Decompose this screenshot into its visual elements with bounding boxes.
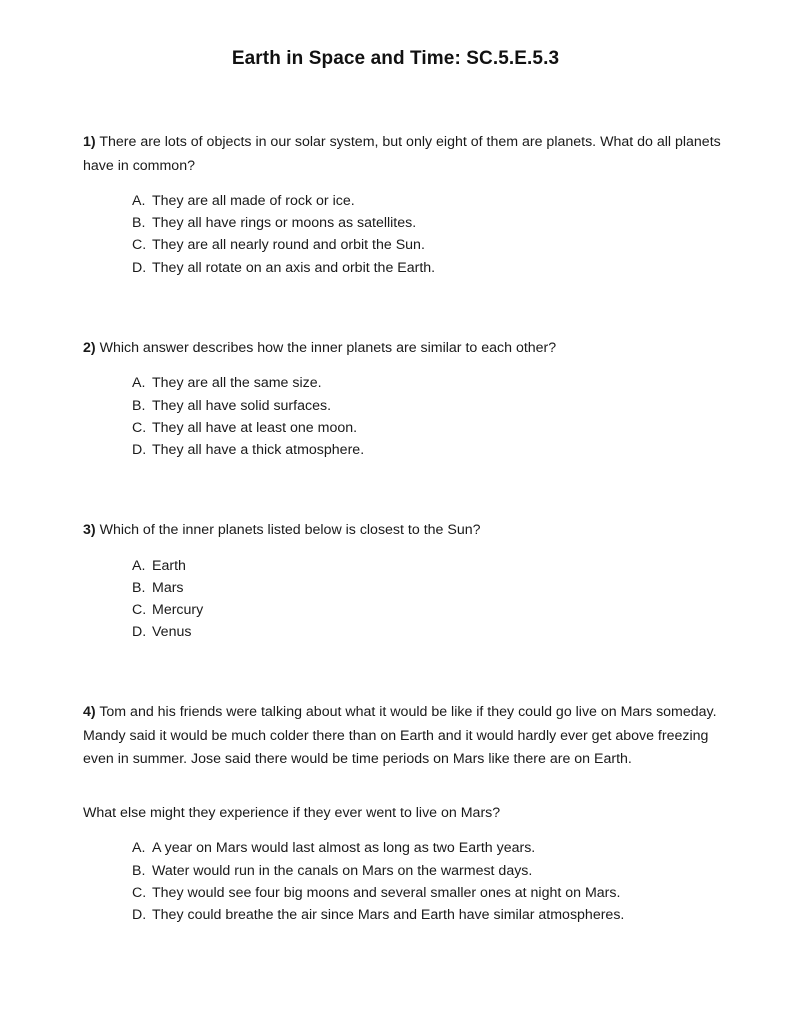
answer-option[interactable] bbox=[83, 577, 731, 599]
answer-option[interactable] bbox=[83, 837, 731, 859]
page-title: Earth in Space and Time: SC.5.E.5.3 bbox=[231, 48, 560, 69]
answer-options bbox=[83, 190, 731, 279]
answer-option[interactable] bbox=[83, 395, 731, 417]
answer-option[interactable] bbox=[83, 599, 731, 621]
option-letter: C. bbox=[132, 237, 147, 254]
option-text: A year on Mars would last almost as long as two Earth years. bbox=[152, 840, 536, 857]
question-stem bbox=[83, 701, 731, 772]
option-letter: B. bbox=[132, 579, 146, 596]
answer-option[interactable] bbox=[83, 234, 731, 256]
question-stem bbox=[83, 337, 731, 361]
questions-container bbox=[83, 131, 731, 960]
question-item bbox=[83, 131, 731, 279]
option-text: They are all the same size. bbox=[152, 375, 322, 392]
option-text: Earth bbox=[152, 557, 186, 574]
answer-options bbox=[83, 555, 731, 644]
option-letter: A. bbox=[132, 840, 146, 857]
option-letter: B. bbox=[132, 862, 146, 879]
option-letter: C. bbox=[132, 602, 147, 619]
option-text: Venus bbox=[152, 624, 192, 641]
option-letter: A. bbox=[132, 375, 146, 392]
option-text: They are all nearly round and orbit the Sun. bbox=[152, 237, 425, 254]
option-text: Mercury bbox=[152, 602, 204, 619]
option-letter: D. bbox=[132, 907, 147, 924]
answer-option[interactable] bbox=[83, 621, 731, 643]
answer-option[interactable] bbox=[83, 860, 731, 882]
question-item bbox=[83, 337, 731, 461]
option-letter: D. bbox=[132, 259, 147, 276]
option-letter: A. bbox=[132, 193, 146, 209]
option-letter: A. bbox=[132, 557, 146, 574]
answer-option[interactable] bbox=[83, 372, 731, 394]
question-text: There are lots of objects in our solar system, but only eight of them are planets. What do all planets have in common? bbox=[83, 134, 721, 174]
answer-option[interactable] bbox=[83, 555, 731, 577]
answer-option[interactable] bbox=[83, 212, 731, 234]
option-text: They could breathe the air since Mars and Earth have similar atmospheres. bbox=[152, 907, 625, 924]
spacer bbox=[83, 677, 731, 701]
answer-option[interactable] bbox=[83, 190, 731, 212]
question-text: Which of the inner planets listed below is closest to the Sun? bbox=[99, 522, 481, 539]
answer-option[interactable] bbox=[83, 882, 731, 904]
answer-option[interactable] bbox=[83, 439, 731, 461]
question-followup: What else might they experience if they ever went to live on Mars? bbox=[83, 804, 501, 821]
option-text: Water would run in the canals on Mars on the warmest days. bbox=[152, 862, 533, 879]
option-letter: D. bbox=[132, 441, 147, 458]
question-stem bbox=[83, 519, 731, 543]
option-letter: D. bbox=[132, 624, 147, 641]
question-item bbox=[83, 519, 731, 643]
option-text: They are all made of rock or ice. bbox=[152, 193, 355, 209]
option-text: They all have a thick atmosphere. bbox=[152, 441, 365, 458]
question-text: Which answer describes how the inner planets are similar to each other? bbox=[99, 339, 557, 356]
question-number: 1) bbox=[83, 134, 96, 150]
question-text: Tom and his friends were talking about what it would be like if they could go live on Mars someday. Mandy said it would be much colder there than on Earth and it would hardly ever get above freezing even in summer. Jose said there would be time periods on Mars like there are on Earth. bbox=[83, 704, 717, 768]
question-item bbox=[83, 701, 731, 926]
answer-options bbox=[83, 837, 731, 926]
answer-option[interactable] bbox=[83, 257, 731, 279]
option-text: They all have at least one moon. bbox=[152, 419, 358, 436]
option-letter: C. bbox=[132, 884, 147, 901]
answer-option[interactable] bbox=[83, 417, 731, 439]
option-letter: B. bbox=[132, 397, 146, 414]
question-stem bbox=[83, 131, 731, 178]
option-text: They would see four big moons and several smaller ones at night on Mars. bbox=[152, 884, 621, 901]
option-text: They all rotate on an axis and orbit the Earth. bbox=[152, 259, 436, 276]
question-number: 4) bbox=[83, 704, 96, 721]
answer-option[interactable] bbox=[83, 904, 731, 926]
spacer bbox=[83, 495, 731, 519]
option-letter: B. bbox=[132, 215, 146, 232]
option-text: They all have solid surfaces. bbox=[152, 397, 332, 414]
option-text: They all have rings or moons as satellites. bbox=[152, 215, 417, 232]
spacer bbox=[83, 313, 731, 337]
option-text: Mars bbox=[152, 579, 184, 596]
answer-options bbox=[83, 372, 731, 461]
option-letter: C. bbox=[132, 419, 147, 436]
question-number: 2) bbox=[83, 339, 96, 356]
question-number: 3) bbox=[83, 522, 96, 539]
